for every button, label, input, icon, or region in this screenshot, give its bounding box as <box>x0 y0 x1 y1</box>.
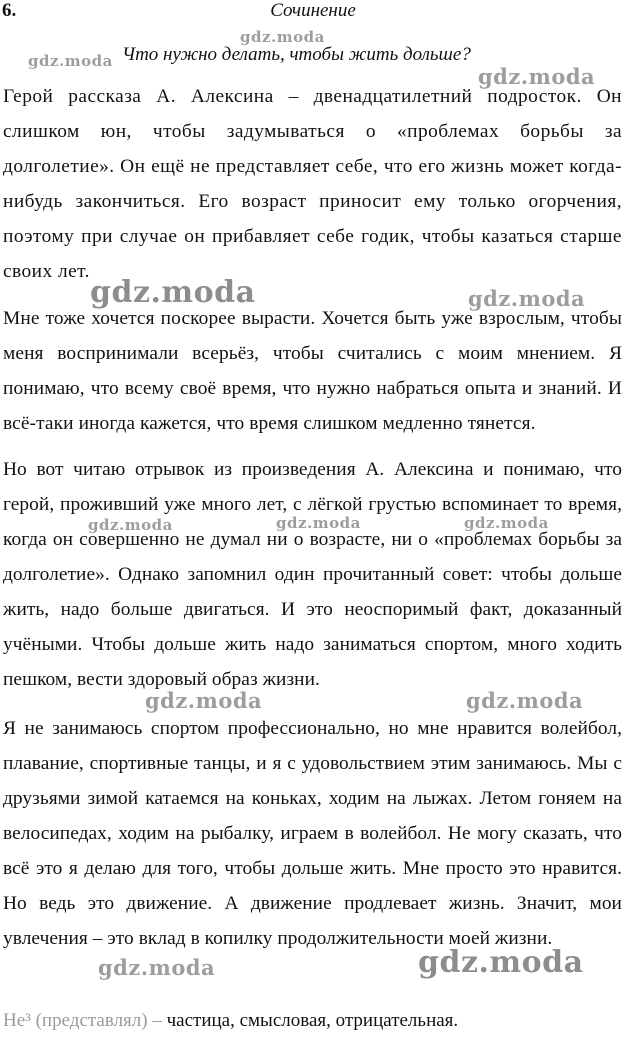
essay-subtitle: Что нужно делать, чтобы жить дольше? <box>122 44 471 65</box>
essay-paragraph-1: Герой рассказа А. Алексина – двенадцатилетний подросток. Он слишком юн, чтобы задумываться о «проблемах борьбы за долголетие». Он ещё не представляет себе, что его жизнь может когда-нибудь закончиться. Его возраст приносит ему только огорчения, поэтому при случае он прибавляет себе годик, чтобы казаться старше своих лет. <box>3 86 622 282</box>
watermark-logo: gdz.moda <box>418 945 584 980</box>
watermark-logo: gdz.moda <box>88 516 173 534</box>
watermark-logo: gdz.moda <box>145 688 263 713</box>
watermark-logo: gdz.moda <box>240 28 325 46</box>
watermark-logo: gdz.moda <box>466 688 584 713</box>
watermark-logo: gdz.moda <box>28 52 113 70</box>
essay-paragraph-3: Но вот читаю отрывок из произведения А. Алексина и понимаю, что герой, проживший уже много лет, с лёгкой грустью вспоминает то время, когда он совершенно не думал ни о возрасте, ни о «проблемах борьбы за долголетие». Однако запомнил один прочитанный совет: чтобы дольше жить, надо больше двигаться. И это неоспоримый факт, доказанный учёными. Чтобы дольше жить надо заниматься спортом, много ходить пешком, вести здоровый образ жизни. <box>3 459 622 690</box>
footnote-dash: – <box>147 1010 167 1031</box>
essay-paragraph-4: Я не занимаюсь спортом профессионально, но мне нравится волейбол, плавание, спортивные танцы, и я с удовольствием этим занимаюсь. Мы с друзьями зимой катаемся на коньках, ходим на лыжах. Летом гоняем на велосипедах, ходим на рыбалку, играем в волейбол. Не могу сказать, что всё это я делаю для того, чтобы дольше жить. Мне просто это нравится. Но ведь это движение. А движение продлевает жизнь. Значит, мои увлечения – это вклад в копилку продолжительности моей жизни. <box>3 718 622 949</box>
task-number: 6. <box>2 0 17 21</box>
watermark-logo: gdz.moda <box>468 286 586 311</box>
essay-paragraph-2: Мне тоже хочется поскорее вырасти. Хочется быть уже взрослым, чтобы меня воспринимали всерьёз, чтобы считались с моим мнением. Я понимаю, что всему своё время, что нужно набраться опыта и знаний. И всё-таки иногда кажется, что время слишком медленно тянется. <box>3 308 622 434</box>
grammar-footnote <box>3 1003 622 1038</box>
document-title: Сочинение <box>270 0 356 21</box>
watermark-logo: gdz.moda <box>90 275 256 310</box>
watermark-logo: gdz.moda <box>478 64 596 89</box>
watermark-logo: gdz.moda <box>98 955 216 980</box>
watermark-logo: gdz.moda <box>464 514 549 532</box>
footnote-definition: частица, смысловая, отрицательная. <box>166 1010 459 1031</box>
watermark-logo: gdz.moda <box>276 514 361 532</box>
footnote-term: Не³ (представлял) <box>3 1010 148 1031</box>
